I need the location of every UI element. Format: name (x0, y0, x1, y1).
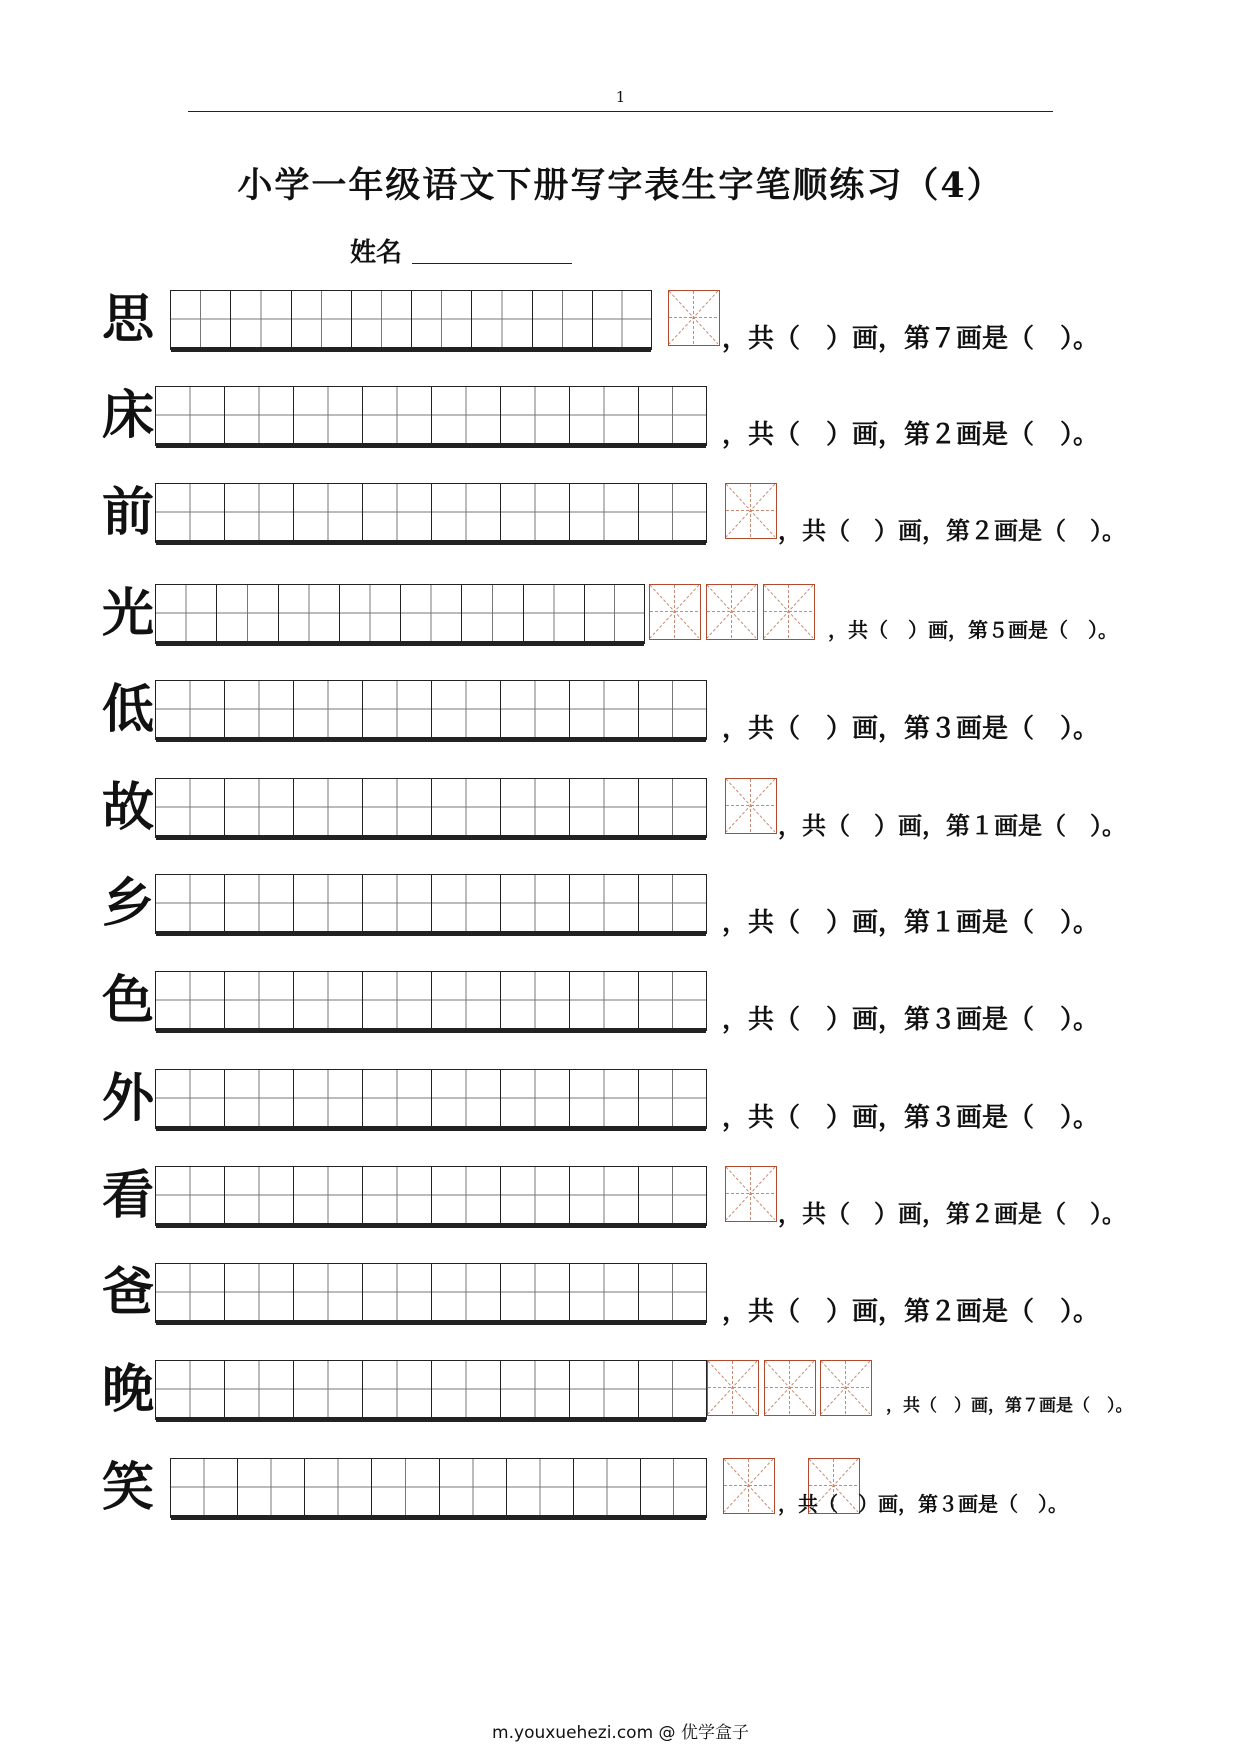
writing-cell[interactable] (155, 1263, 224, 1321)
rice-grid-guides (707, 585, 756, 638)
practice-row (0, 1164, 1241, 1244)
writing-cell[interactable] (293, 1069, 362, 1127)
writing-cell[interactable] (569, 1263, 638, 1321)
writing-grid (155, 1263, 707, 1323)
writing-cell[interactable] (400, 584, 461, 642)
rice-grid-guides (726, 779, 775, 832)
writing-cell[interactable] (371, 1458, 438, 1516)
writing-cell[interactable] (293, 971, 362, 1029)
page-number: 1 (615, 88, 626, 106)
writing-grid (170, 1458, 707, 1518)
writing-cell[interactable] (293, 1263, 362, 1321)
stroke-answer-box[interactable] (707, 1360, 759, 1416)
writing-cell[interactable] (500, 483, 569, 541)
practice-row (0, 678, 1241, 758)
writing-cell[interactable] (362, 874, 431, 932)
stroke-question: ，共（ ）画，第２画是（ ）。 (778, 517, 1126, 545)
practice-row (0, 872, 1241, 952)
target-character: 看 (101, 1165, 154, 1226)
writing-grid (155, 778, 707, 838)
writing-cell[interactable] (155, 1069, 224, 1127)
writing-cell[interactable] (500, 1263, 569, 1321)
writing-cell[interactable] (500, 1360, 569, 1418)
stroke-answer-box[interactable] (668, 290, 720, 346)
target-character: 爸 (101, 1262, 154, 1323)
header-rule (188, 111, 1053, 112)
writing-cell[interactable] (293, 1166, 362, 1224)
writing-cell[interactable] (278, 584, 339, 642)
writing-cell[interactable] (506, 1458, 573, 1516)
stroke-answer-box[interactable] (764, 1360, 816, 1416)
target-character: 光 (101, 583, 154, 644)
writing-cell[interactable] (500, 1166, 569, 1224)
writing-cell[interactable] (155, 1360, 224, 1418)
writing-cell[interactable] (638, 483, 707, 541)
practice-row (0, 582, 1241, 662)
target-character: 前 (101, 482, 154, 543)
writing-cell[interactable] (224, 680, 293, 738)
writing-cell[interactable] (471, 290, 531, 348)
name-label: 姓名 (350, 238, 403, 268)
practice-row (0, 481, 1241, 561)
writing-cell[interactable] (362, 680, 431, 738)
writing-cell[interactable] (170, 290, 230, 348)
writing-cell[interactable] (431, 1166, 500, 1224)
writing-cell[interactable] (155, 386, 224, 444)
writing-cell[interactable] (362, 778, 431, 836)
writing-cell[interactable] (362, 1360, 431, 1418)
writing-cell[interactable] (532, 290, 592, 348)
target-character: 故 (101, 777, 154, 838)
writing-cell[interactable] (584, 584, 645, 642)
writing-grid (155, 680, 707, 740)
writing-cell[interactable] (569, 778, 638, 836)
practice-row (0, 1261, 1241, 1341)
rice-grid-guides (650, 585, 699, 638)
writing-cell[interactable] (431, 1263, 500, 1321)
writing-cell[interactable] (431, 1360, 500, 1418)
writing-cell[interactable] (431, 778, 500, 836)
writing-grid (155, 1360, 707, 1420)
writing-grid (155, 386, 707, 446)
writing-cell[interactable] (293, 483, 362, 541)
writing-cell[interactable] (638, 680, 707, 738)
writing-grid (155, 1166, 707, 1226)
practice-row (0, 1067, 1241, 1147)
writing-cell[interactable] (155, 680, 224, 738)
stroke-question: ，共（ ）画，第２画是（ ）。 (778, 1200, 1126, 1228)
stroke-question: ，共（ ）画，第３画是（ ）。 (722, 714, 1100, 744)
writing-cell[interactable] (431, 1069, 500, 1127)
writing-cell[interactable] (431, 386, 500, 444)
writing-cell[interactable] (224, 778, 293, 836)
writing-cell[interactable] (224, 483, 293, 541)
writing-cell[interactable] (573, 1458, 640, 1516)
practice-row (0, 1456, 1241, 1536)
target-character: 笑 (101, 1457, 154, 1518)
rice-grid-guides (726, 1167, 775, 1220)
writing-cell[interactable] (569, 1166, 638, 1224)
rice-grid-guides (764, 585, 813, 638)
writing-cell[interactable] (362, 1069, 431, 1127)
writing-cell[interactable] (640, 1458, 707, 1516)
stroke-question: ，共（ ）画，第２画是（ ）。 (722, 1297, 1100, 1327)
writing-cell[interactable] (638, 1166, 707, 1224)
writing-cell[interactable] (431, 483, 500, 541)
writing-cell[interactable] (216, 584, 277, 642)
writing-cell[interactable] (155, 778, 224, 836)
practice-row (0, 969, 1241, 1049)
rice-grid-guides (765, 1361, 814, 1414)
stroke-question: ，共（ ）画，第７画是（ ）。 (886, 1396, 1133, 1416)
rice-grid-guides (726, 484, 775, 537)
writing-cell[interactable] (339, 584, 400, 642)
target-character: 低 (101, 679, 154, 740)
writing-cell[interactable] (638, 971, 707, 1029)
stroke-answer-box[interactable] (725, 778, 777, 834)
writing-cell[interactable] (304, 1458, 371, 1516)
stroke-question: ，共（ ）画，第３画是（ ）。 (778, 1492, 1068, 1516)
writing-cell[interactable] (362, 971, 431, 1029)
stroke-question: ，共（ ）画，第２画是（ ）。 (722, 420, 1100, 450)
writing-cell[interactable] (224, 1263, 293, 1321)
target-character: 思 (101, 289, 154, 350)
writing-cell[interactable] (638, 386, 707, 444)
writing-cell[interactable] (592, 290, 652, 348)
writing-cell[interactable] (224, 386, 293, 444)
stroke-answer-box[interactable] (723, 1458, 775, 1514)
writing-cell[interactable] (351, 290, 411, 348)
writing-cell[interactable] (500, 874, 569, 932)
stroke-answer-box[interactable] (763, 584, 815, 640)
writing-cell[interactable] (362, 1166, 431, 1224)
rice-grid-guides (821, 1361, 870, 1414)
stroke-answer-box[interactable] (706, 584, 758, 640)
writing-grid (155, 874, 707, 934)
writing-cell[interactable] (523, 584, 584, 642)
practice-row (0, 288, 1241, 368)
writing-cell[interactable] (439, 1458, 506, 1516)
writing-cell[interactable] (638, 1263, 707, 1321)
writing-cell[interactable] (291, 290, 351, 348)
writing-cell[interactable] (155, 584, 216, 642)
practice-row (0, 384, 1241, 464)
writing-cell[interactable] (500, 1069, 569, 1127)
writing-cell[interactable] (362, 1263, 431, 1321)
stroke-answer-box[interactable] (725, 1166, 777, 1222)
stroke-question: ，共（ ）画，第５画是（ ）。 (828, 618, 1118, 642)
writing-grid (155, 584, 645, 644)
writing-cell[interactable] (155, 483, 224, 541)
writing-cell[interactable] (638, 778, 707, 836)
page-title: 小学一年级语文下册写字表生字笔顺练习（4） (237, 165, 1004, 206)
writing-cell[interactable] (431, 971, 500, 1029)
writing-grid (155, 483, 707, 543)
writing-cell[interactable] (155, 1166, 224, 1224)
target-character: 外 (101, 1068, 154, 1129)
stroke-question: ，共（ ）画，第３画是（ ）。 (722, 1005, 1100, 1035)
writing-grid (155, 971, 707, 1031)
writing-cell[interactable] (569, 1069, 638, 1127)
stroke-question: ，共（ ）画，第３画是（ ）。 (722, 1103, 1100, 1133)
writing-cell[interactable] (293, 874, 362, 932)
writing-cell[interactable] (638, 874, 707, 932)
writing-cell[interactable] (461, 584, 522, 642)
stroke-answer-box[interactable] (649, 584, 701, 640)
writing-cell[interactable] (411, 290, 471, 348)
name-field-line[interactable] (412, 263, 572, 264)
writing-cell[interactable] (431, 874, 500, 932)
writing-cell[interactable] (569, 874, 638, 932)
writing-cell[interactable] (431, 680, 500, 738)
stroke-question: ，共（ ）画，第７画是（ ）。 (722, 324, 1100, 354)
writing-cell[interactable] (500, 778, 569, 836)
writing-cell[interactable] (230, 290, 290, 348)
writing-cell[interactable] (569, 680, 638, 738)
writing-cell[interactable] (638, 1069, 707, 1127)
writing-cell[interactable] (569, 483, 638, 541)
writing-cell[interactable] (155, 971, 224, 1029)
writing-cell[interactable] (500, 680, 569, 738)
writing-cell[interactable] (569, 971, 638, 1029)
writing-cell[interactable] (500, 971, 569, 1029)
target-character: 床 (101, 385, 154, 446)
practice-row (0, 1358, 1241, 1438)
footer-source: m.youxuehezi.com @ 优学盒子 (492, 1723, 749, 1743)
stroke-answer-box[interactable] (820, 1360, 872, 1416)
writing-cell[interactable] (293, 386, 362, 444)
writing-cell[interactable] (293, 680, 362, 738)
writing-cell[interactable] (293, 1360, 362, 1418)
writing-cell[interactable] (500, 386, 569, 444)
rice-grid-guides (669, 291, 718, 344)
writing-cell[interactable] (224, 874, 293, 932)
practice-row (0, 776, 1241, 856)
rice-grid-guides (724, 1459, 773, 1512)
writing-cell[interactable] (638, 1360, 707, 1418)
writing-cell[interactable] (293, 778, 362, 836)
writing-cell[interactable] (224, 1166, 293, 1224)
writing-cell[interactable] (362, 483, 431, 541)
writing-cell[interactable] (224, 971, 293, 1029)
writing-cell[interactable] (170, 1458, 237, 1516)
target-character: 色 (101, 970, 154, 1031)
writing-cell[interactable] (224, 1360, 293, 1418)
rice-grid-guides (708, 1361, 757, 1414)
writing-grid (170, 290, 652, 350)
writing-cell[interactable] (362, 386, 431, 444)
writing-cell[interactable] (237, 1458, 304, 1516)
stroke-answer-box[interactable] (725, 483, 777, 539)
stroke-question: ，共（ ）画，第１画是（ ）。 (722, 908, 1100, 938)
writing-cell[interactable] (569, 386, 638, 444)
writing-cell[interactable] (224, 1069, 293, 1127)
stroke-question: ，共（ ）画，第１画是（ ）。 (778, 812, 1126, 840)
target-character: 乡 (101, 873, 154, 934)
writing-grid (155, 1069, 707, 1129)
target-character: 晚 (101, 1359, 154, 1420)
writing-cell[interactable] (155, 874, 224, 932)
writing-cell[interactable] (569, 1360, 638, 1418)
